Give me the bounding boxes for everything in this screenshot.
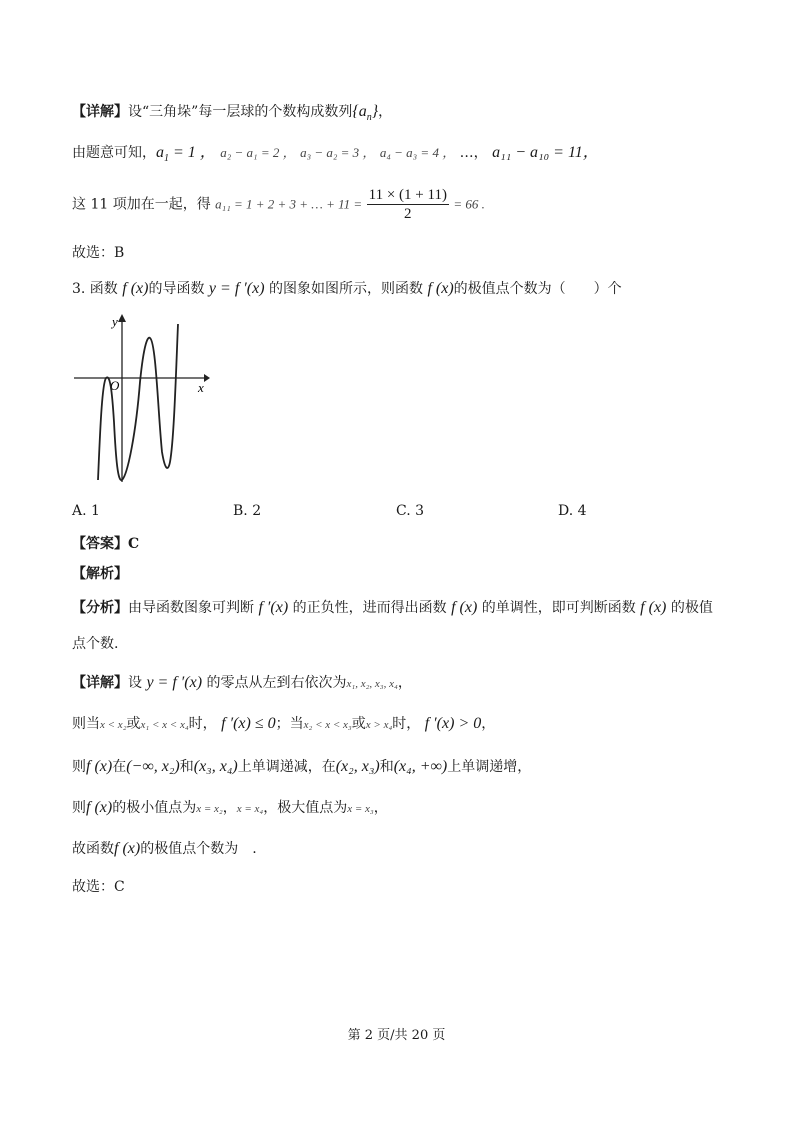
sum-expression: a₁₁ = 1 + 2 + 3 + … + 11 = <box>215 196 363 212</box>
punct: ， <box>222 800 237 816</box>
solution-tag: 【详解】 <box>72 675 128 691</box>
option-c[interactable]: C. 3 <box>396 503 425 519</box>
option-b[interactable]: B. 2 <box>233 503 262 519</box>
fraction-denominator: 2 <box>404 206 412 222</box>
derivative-graph <box>70 312 210 487</box>
fraction-numerator: 11 × (1 + 11) <box>368 187 447 203</box>
func-f: f (x) <box>451 599 478 616</box>
analysis-line-1 <box>72 598 713 618</box>
min-point-2: x = x₄ <box>236 803 264 815</box>
condition-2: x₁ < x < x₄ <box>140 719 189 731</box>
solution-text: 或 <box>126 716 141 732</box>
max-point: x = x₃ <box>347 803 374 815</box>
page-footer: 第 2 页/共 20 页 <box>347 1028 446 1043</box>
punct: ， <box>373 800 388 816</box>
solution-text: 时， <box>392 716 421 732</box>
analysis-line-2: 点个数. <box>72 636 119 652</box>
func-fprime: f ′(x) <box>258 599 289 616</box>
analysis-text: 的极值 <box>670 600 713 616</box>
y-axis-arrow <box>118 314 126 322</box>
min-point-1: x = x₂ <box>196 803 223 815</box>
y-axis-label: y <box>112 314 118 329</box>
sum-fraction <box>367 186 449 223</box>
option-d[interactable]: D. 4 <box>558 503 587 519</box>
solution-text: 上单调递减，在 <box>237 759 336 775</box>
func-f: f (x) <box>86 799 113 816</box>
line-prefix: 这 11 项加在一起，得 <box>72 196 211 213</box>
question-text: 的图象如图所示，则函数 <box>268 281 423 297</box>
func-f: f (x) <box>640 599 667 616</box>
solution-line-2 <box>72 714 495 735</box>
analysis-heading: 【解析】 <box>72 566 128 582</box>
line-prefix: 由题意可知， <box>72 145 156 161</box>
punct: ， <box>481 716 496 732</box>
condition-1: x < x₂ <box>100 719 127 731</box>
analysis-text: 由导函数图象可判断 <box>128 600 254 616</box>
solution-text: 则 <box>72 759 86 775</box>
solution-text: 设 <box>128 675 142 691</box>
solution-text: 或 <box>351 716 366 732</box>
solution-text: 则当 <box>72 716 100 732</box>
analysis-text: 的单调性，即可判断函数 <box>481 600 636 616</box>
derivative-curve <box>98 324 178 480</box>
solution-text: 的极小值点为 <box>112 800 197 816</box>
detail-line-2 <box>72 143 599 169</box>
interval-3: (x₂, x₃) <box>335 758 380 775</box>
question-3 <box>72 279 622 299</box>
solution-text: 时， <box>188 716 217 732</box>
question-text: 的导函数 <box>148 281 205 297</box>
detail-text: 设“三角垛”每一层球的个数构成数列 <box>128 104 353 120</box>
question-text: 3. 函数 <box>72 281 118 297</box>
condition-4: x > x₄ <box>365 719 393 731</box>
answer-line: 【答案】C <box>72 536 140 552</box>
solution-line-5 <box>72 839 257 859</box>
solution-line-4 <box>72 798 388 819</box>
detail-line-3 <box>72 186 485 223</box>
interval-1: (−∞, x₂) <box>126 758 180 775</box>
solution-text: ，极大值点为 <box>263 800 348 816</box>
solution-text: 在 <box>112 759 127 775</box>
analysis-tag: 【分析】 <box>72 600 128 616</box>
func-fprime: y = f ′(x) <box>146 674 203 691</box>
solution-text: ；当 <box>275 716 304 732</box>
solution-text: 的零点从左到右依次为 <box>206 675 347 691</box>
solution-text: 故函数 <box>72 841 114 857</box>
solution-line-3 <box>72 757 531 777</box>
solution-text: 上单调递增， <box>447 759 532 775</box>
question-text: 的极值点个数为（ ）个 <box>453 281 622 297</box>
func-f: f (x) <box>427 280 454 297</box>
eq-a4: a₄ − a₃ = 4 ， <box>379 145 456 160</box>
solution-text: 和 <box>379 759 394 775</box>
ellipsis: …， <box>459 145 488 161</box>
solution-text: 的极值点个数为 . <box>140 841 257 857</box>
analysis-text: 的正负性，进而得出函数 <box>292 600 447 616</box>
option-a[interactable]: A. 1 <box>72 503 100 519</box>
punct: ， <box>378 104 393 120</box>
func-f: f (x) <box>114 840 141 857</box>
choice-line-2: 故选：C <box>72 879 125 895</box>
solution-text: 和 <box>179 759 194 775</box>
func-fprime: y = f ′(x) <box>208 280 265 297</box>
zeros-list: x₁, x₂, x₃, x₄ <box>346 678 398 690</box>
solution-line-1 <box>72 673 412 694</box>
origin-label: O <box>110 378 120 393</box>
inequality-2: f ′(x) > 0 <box>424 715 482 732</box>
solution-text: 则 <box>72 800 86 816</box>
condition-3: x₂ < x < x₃ <box>303 719 352 731</box>
sum-result: = 66 . <box>453 196 485 212</box>
detail-tag: 【详解】 <box>72 104 128 120</box>
func-f: f (x) <box>122 280 149 297</box>
interval-2: (x₃, x₄) <box>193 758 238 775</box>
eq-a11: a₁₁ − a₁₀ = 11， <box>492 144 599 161</box>
eq-a3: a₃ − a₂ = 3 ， <box>300 145 376 160</box>
sequence-symbol: $\{a_n\}$ <box>352 103 379 124</box>
x-axis-arrow <box>204 374 210 382</box>
inequality-1: f ′(x) ≤ 0 <box>221 715 276 732</box>
detail-line-1 <box>72 102 392 128</box>
eq-a1: $a_1 = 1$ ， <box>156 144 216 165</box>
interval-4: (x₄, +∞) <box>393 758 448 775</box>
choice-line-1: 故选：B <box>72 245 125 261</box>
x-axis-label: x <box>198 380 204 395</box>
func-f: f (x) <box>86 758 113 775</box>
eq-a2: a₂ − a₁ = 2 ， <box>220 145 296 160</box>
punct: ， <box>397 675 412 691</box>
